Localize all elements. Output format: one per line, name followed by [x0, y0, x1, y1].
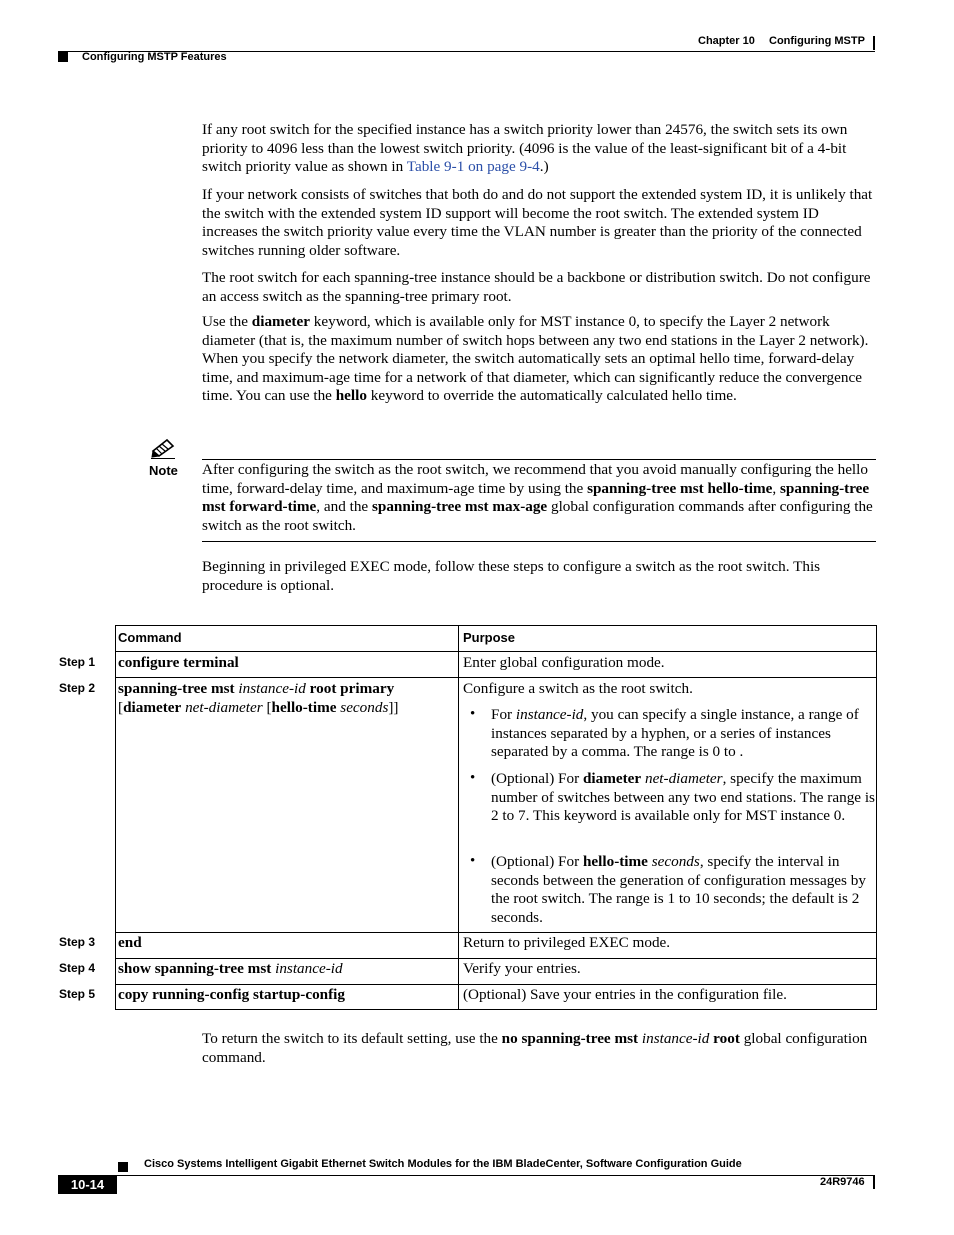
paragraph-text: keyword, which is available only for MST instance 0, to specify the Layer 2 network diameter (that is, the maximum number of switch hops between any two end stations in the Layer 2 network). When you specify the network diameter, the switch automatically sets an optimal hello time, forward-delay time, and maximum-age time for a network of that diameter, which can significantly reduce the convergence time. You can use the: [202, 313, 869, 405]
header-bar: [873, 36, 875, 50]
command-keyword: show spanning-tree mst: [118, 960, 272, 977]
bullet-diameter: [491, 770, 876, 826]
bullet-text: , specify the interval in seconds between the generation of configuration messages by the root switch. The range is 1 to 10 seconds; the default is 2 seconds.: [491, 853, 866, 926]
paragraph-text: .): [539, 158, 549, 176]
footer-rule: [58, 1175, 875, 1176]
command-keyword: diameter: [123, 698, 182, 716]
chapter-title: Configuring MSTP: [769, 35, 865, 47]
command-argument: instance-id: [515, 706, 584, 723]
bullet-instance-id: [491, 706, 876, 762]
bullet-icon: •: [470, 853, 476, 869]
table-rule: [115, 651, 877, 652]
command-keyword: hello-time: [582, 853, 648, 870]
keyword: spanning-tree mst max-age: [371, 498, 548, 516]
paragraph-extended-system-id: If your network consists of switches that both do and do not support the extended system ID, it is unlikely that the switch with the extended system ID support will become the root switch. The extended system ID increases the switch priority value every time the VLAN number is greater than the priority of the connected switches running older software.: [202, 186, 873, 259]
document-number: 24R9746: [820, 1176, 865, 1188]
paragraph-priority: [202, 121, 877, 177]
purpose-cell: Configure a switch as the root switch.: [463, 680, 693, 697]
footer-bar: [873, 1175, 875, 1189]
pencil-note-icon: [150, 437, 176, 459]
note-text: [202, 461, 877, 535]
command-cell: copy running-config startup-config: [118, 986, 345, 1003]
bullet-text: (Optional) For: [491, 770, 583, 787]
command-argument: seconds: [340, 698, 389, 716]
step-label: Step 2: [59, 681, 96, 695]
note-text-part: global configuration commands after configuring the switch as the root switch.: [202, 498, 873, 534]
command-argument: seconds: [651, 853, 700, 870]
paragraph-default-setting: [202, 1030, 877, 1067]
keyword: no spanning-tree mst: [501, 1030, 639, 1047]
header-marker: [58, 52, 68, 62]
paragraph-procedure-intro: Beginning in privileged EXEC mode, follow these steps to configure a switch as the root switch. This procedure is optional.: [202, 558, 821, 594]
column-header-command: Command: [118, 630, 182, 645]
command-keyword: hello-time: [271, 698, 337, 716]
paragraph-text: If any root switch for the specified instance has a switch priority lower than 24576, the switch sets its own priority to 4096 less than the lowest switch priority. (4096 is the value of the least-significant bit of a 4-bit switch priority value as shown in: [202, 121, 848, 176]
bullet-hello-time: [491, 853, 876, 927]
purpose-cell: (Optional) Save your entries in the configuration file.: [463, 986, 787, 1003]
table-rule: [115, 1009, 877, 1010]
paragraph-root-switch: The root switch for each spanning-tree instance should be a backbone or distribution switch. Do not configure an access switch as the spanning-tree primary root.: [202, 269, 871, 305]
step-label: Step 1: [59, 655, 96, 669]
command-argument: net-diameter: [644, 770, 723, 787]
paragraph-diameter: [202, 313, 877, 406]
purpose-cell: Return to privileged EXEC mode.: [463, 934, 671, 951]
table-rule: [115, 932, 877, 933]
command-argument: net-diameter: [185, 698, 263, 716]
guide-title: Cisco Systems Intelligent Gigabit Ethernet Switch Modules for the IBM BladeCenter, Software Configuration Guide: [144, 1158, 742, 1170]
command-cell: spanning-tree mst instance-id root primary [diameter net-diameter [hello-time seconds]]: [118, 680, 399, 716]
chapter-number: Chapter 10: [698, 35, 755, 47]
keyword: spanning-tree mst forward-time: [202, 479, 870, 516]
command-cell: end: [118, 934, 142, 951]
note-rule: [202, 541, 876, 542]
paragraph-text: keyword to override the automatically calculated hello time.: [366, 387, 737, 405]
keyword: hello: [335, 387, 367, 405]
table-rule: [115, 625, 877, 626]
bullet-icon: •: [470, 770, 476, 786]
bullet-text: , specify the maximum number of switches between any two end stations. The range is 2 to 7. This keyword is available only for MST instance 0.: [491, 770, 875, 825]
command-cell: [118, 960, 343, 979]
section-title: Configuring MSTP Features: [82, 51, 227, 63]
keyword: root: [713, 1030, 740, 1047]
command-argument: instance-id: [275, 960, 343, 977]
command-keyword: spanning-tree mst: [118, 680, 235, 697]
paragraph-text: global configuration command.: [202, 1030, 868, 1066]
command-keyword: root primary: [309, 680, 395, 697]
command-keyword: diameter: [582, 770, 642, 787]
keyword: spanning-tree mst hello-time: [587, 479, 773, 497]
bullet-text: , you can specify a single instance, a range of instances separated by a hyphen, or a series of instances separated by a comma. The range is 0 to .: [491, 706, 859, 761]
paragraph-text: To return the switch to its default setting, use the: [202, 1030, 502, 1047]
table-rule: [115, 677, 877, 678]
note-text-part: ,: [772, 479, 780, 497]
bullet-text: (Optional) For: [491, 853, 583, 870]
step-label: Step 5: [59, 987, 96, 1001]
command-argument: instance-id: [238, 680, 306, 697]
footer-marker: [118, 1162, 128, 1172]
keyword: diameter: [251, 313, 310, 330]
table-column-rule: [876, 625, 877, 1010]
note-text-part: , and the: [316, 498, 372, 516]
table-column-rule: [458, 625, 459, 1010]
page-number: 10-14: [58, 1176, 117, 1194]
step-label: Step 4: [59, 961, 96, 975]
column-header-purpose: Purpose: [463, 630, 516, 645]
bullet-text: For: [491, 706, 516, 723]
table-column-rule: [115, 625, 116, 1010]
note-text-part: After configuring the switch as the root switch, we recommend that you avoid manually configuring the hello time, forward-delay time, and maximum-age time by using the: [202, 461, 868, 497]
purpose-cell: Enter global configuration mode.: [463, 654, 665, 671]
command-argument: instance-id: [641, 1030, 710, 1047]
table-cross-reference-link[interactable]: Table 9-1 on page 9-4: [406, 158, 540, 176]
bullet-icon: •: [470, 706, 476, 722]
purpose-cell: Verify your entries.: [463, 960, 581, 977]
step-label: Step 3: [59, 935, 96, 949]
table-rule: [115, 984, 877, 985]
note-rule: [202, 459, 876, 460]
paragraph-text: Use the: [202, 313, 252, 330]
note-label: Note: [149, 463, 178, 478]
command-cell: configure terminal: [118, 654, 239, 671]
table-rule: [115, 958, 877, 959]
